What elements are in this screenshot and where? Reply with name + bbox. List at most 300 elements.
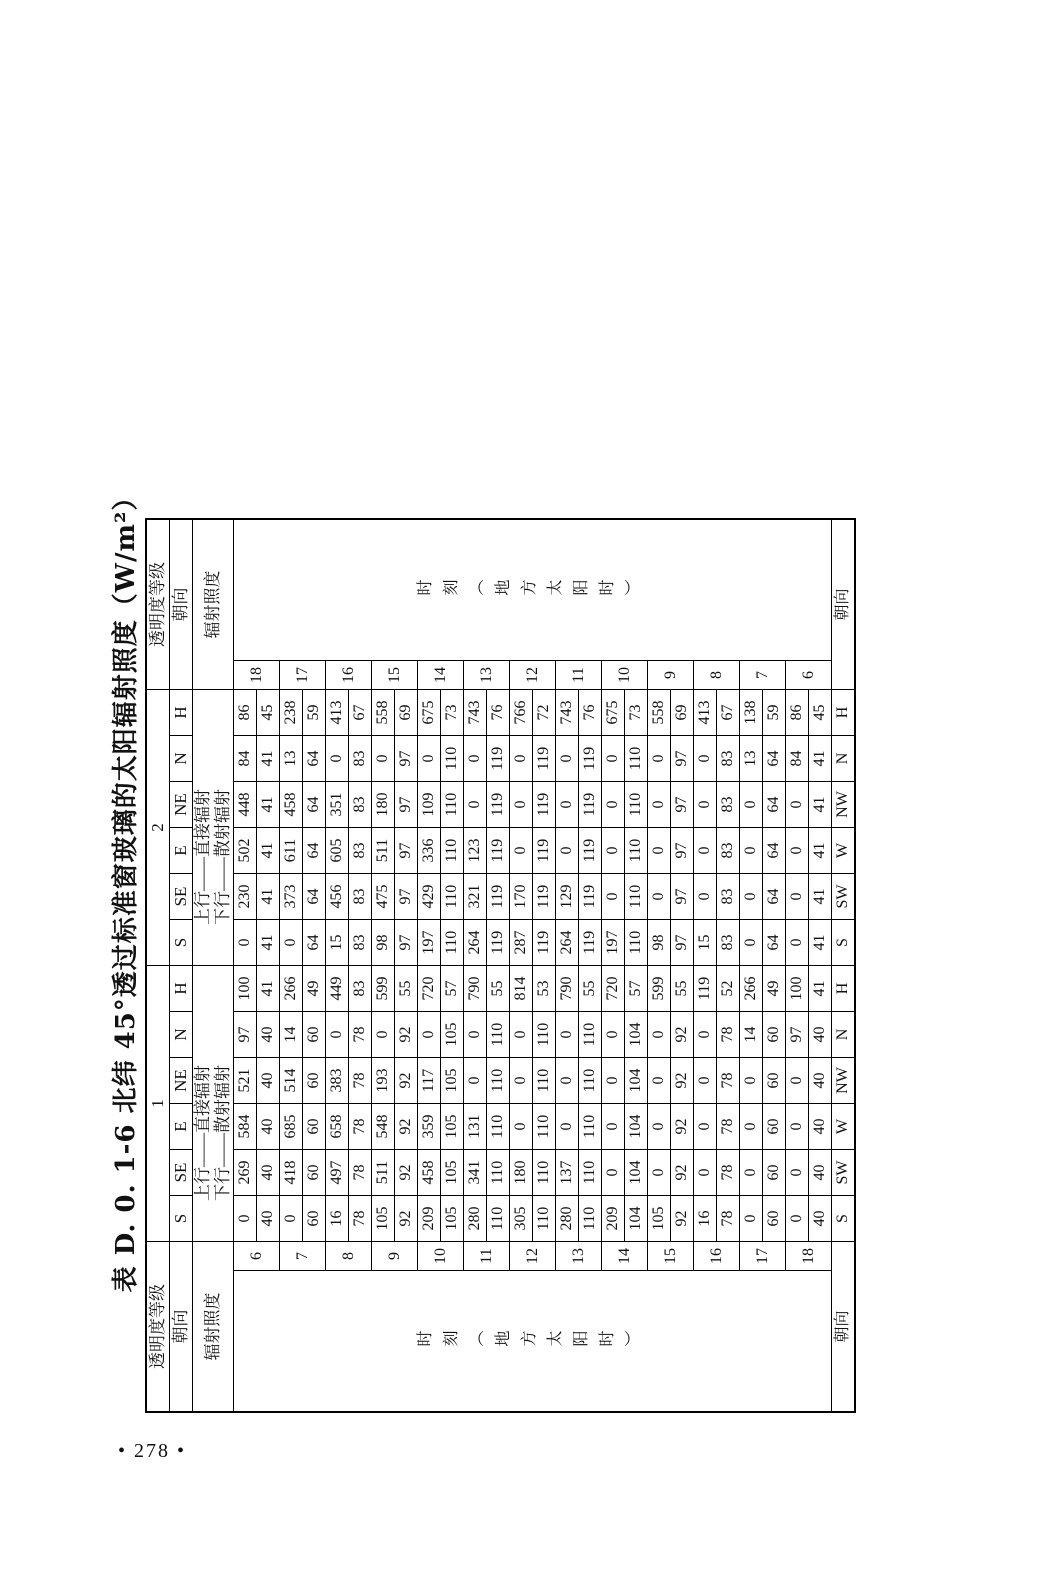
l2-lower-cell: 119 bbox=[533, 920, 556, 966]
l1-upper-cell: 658 bbox=[326, 1104, 349, 1150]
l2-upper-cell: 84 bbox=[786, 736, 809, 782]
l2-lower-cell: 83 bbox=[717, 782, 740, 828]
l2-lower-cell: 67 bbox=[717, 690, 740, 736]
l1-lower-cell: 78 bbox=[717, 1196, 740, 1242]
l2-upper-cell: 511 bbox=[372, 828, 395, 874]
l1-upper-cell: 0 bbox=[510, 1012, 533, 1058]
l2-upper-cell: 84 bbox=[234, 736, 257, 782]
header-row-level bbox=[146, 519, 170, 1412]
hour-right: 13 bbox=[464, 661, 510, 690]
table-title: 表 D. 0. 1-6 北纬 45°透过标准窗玻璃的太阳辐射照度（W/m²） bbox=[111, 483, 141, 1293]
l2-lower-cell: 83 bbox=[717, 920, 740, 966]
hour-left: 16 bbox=[694, 1242, 740, 1271]
l1-lower-cell: 78 bbox=[717, 1012, 740, 1058]
l1-lower-cell: 49 bbox=[763, 966, 786, 1012]
l1-upper-cell: 0 bbox=[326, 1012, 349, 1058]
l1-upper-cell: 599 bbox=[372, 966, 395, 1012]
l2-orient-footer: W bbox=[832, 828, 856, 874]
l2-upper-cell: 743 bbox=[556, 690, 579, 736]
l1-lower-cell: 105 bbox=[441, 1104, 464, 1150]
l1-lower-cell: 40 bbox=[257, 1104, 280, 1150]
l2-lower-cell: 41 bbox=[809, 920, 832, 966]
hour-right: 18 bbox=[234, 661, 280, 690]
l1-lower-cell: 60 bbox=[763, 1150, 786, 1196]
hour-right: 6 bbox=[786, 661, 832, 690]
level-1-header: 1 bbox=[146, 966, 170, 1242]
l1-orient: SE bbox=[170, 1150, 193, 1196]
l1-lower-cell: 92 bbox=[395, 1196, 418, 1242]
l2-upper-cell: 197 bbox=[418, 920, 441, 966]
l1-lower-cell: 40 bbox=[809, 1104, 832, 1150]
l1-upper-cell: 0 bbox=[740, 1196, 763, 1242]
l1-upper-cell: 119 bbox=[694, 966, 717, 1012]
l1-lower-cell: 55 bbox=[671, 966, 694, 1012]
l2-upper-cell: 0 bbox=[602, 874, 625, 920]
l1-lower-cell: 60 bbox=[303, 1012, 326, 1058]
l2-upper-cell: 0 bbox=[602, 828, 625, 874]
l1-upper-cell: 0 bbox=[740, 1058, 763, 1104]
l1-upper-cell: 0 bbox=[648, 1058, 671, 1104]
l2-upper-cell: 0 bbox=[648, 736, 671, 782]
l1-lower-cell: 92 bbox=[671, 1150, 694, 1196]
l1-upper-cell: 0 bbox=[786, 1058, 809, 1104]
l1-orient: N bbox=[170, 1012, 193, 1058]
l2-lower-cell: 97 bbox=[671, 736, 694, 782]
l2-upper-cell: 197 bbox=[602, 920, 625, 966]
l1-upper-cell: 341 bbox=[464, 1150, 487, 1196]
l1-upper-cell: 137 bbox=[556, 1150, 579, 1196]
l2-lower-cell: 119 bbox=[579, 736, 602, 782]
l2-lower-cell: 110 bbox=[625, 736, 648, 782]
l2-upper-cell: 605 bbox=[326, 828, 349, 874]
l1-lower-cell: 41 bbox=[257, 966, 280, 1012]
l2-lower-cell: 64 bbox=[763, 782, 786, 828]
l1-orient: E bbox=[170, 1104, 193, 1150]
l2-upper-cell: 675 bbox=[602, 690, 625, 736]
l1-lower-cell: 60 bbox=[303, 1196, 326, 1242]
l2-upper-cell: 0 bbox=[740, 782, 763, 828]
l2-upper-cell: 123 bbox=[464, 828, 487, 874]
l2-lower-cell: 83 bbox=[717, 874, 740, 920]
l2-lower-cell: 64 bbox=[763, 920, 786, 966]
l2-orient: SE bbox=[170, 874, 193, 920]
l1-upper-cell: 14 bbox=[280, 1012, 303, 1058]
hour-left: 6 bbox=[234, 1242, 280, 1271]
l2-upper-cell: 109 bbox=[418, 782, 441, 828]
l1-lower-cell: 92 bbox=[395, 1012, 418, 1058]
l1-lower-cell: 40 bbox=[257, 1012, 280, 1058]
l2-upper-cell: 0 bbox=[556, 736, 579, 782]
l1-lower-cell: 92 bbox=[395, 1104, 418, 1150]
header-row-legend bbox=[193, 519, 234, 1412]
hour-right: 8 bbox=[694, 661, 740, 690]
l1-lower-cell: 78 bbox=[717, 1150, 740, 1196]
l1-lower-cell: 110 bbox=[533, 1196, 556, 1242]
l1-upper-cell: 105 bbox=[648, 1196, 671, 1242]
l1-upper-cell: 266 bbox=[740, 966, 763, 1012]
l2-orient-footer: SW bbox=[832, 874, 856, 920]
hour-left: 8 bbox=[326, 1242, 372, 1271]
l2-upper-cell: 413 bbox=[694, 690, 717, 736]
hour-left: 11 bbox=[464, 1242, 510, 1271]
l1-upper-cell: 16 bbox=[326, 1196, 349, 1242]
l1-lower-cell: 110 bbox=[533, 1012, 556, 1058]
l1-upper-cell: 0 bbox=[648, 1150, 671, 1196]
l2-lower-cell: 97 bbox=[395, 874, 418, 920]
l2-lower-cell: 64 bbox=[303, 782, 326, 828]
l2-lower-cell: 110 bbox=[625, 920, 648, 966]
l2-upper-cell: 0 bbox=[694, 874, 717, 920]
l1-upper-cell: 209 bbox=[602, 1196, 625, 1242]
l1-lower-cell: 110 bbox=[579, 1150, 602, 1196]
l2-upper-cell: 264 bbox=[556, 920, 579, 966]
l2-upper-cell: 0 bbox=[464, 782, 487, 828]
l2-upper-cell: 675 bbox=[418, 690, 441, 736]
l1-upper-cell: 0 bbox=[648, 1012, 671, 1058]
l1-lower-cell: 60 bbox=[303, 1058, 326, 1104]
hour-right: 10 bbox=[602, 661, 648, 690]
l1-lower-cell: 110 bbox=[487, 1058, 510, 1104]
l2-orient: E bbox=[170, 828, 193, 874]
l1-upper-cell: 584 bbox=[234, 1104, 257, 1150]
l1-lower-cell: 104 bbox=[625, 1150, 648, 1196]
l2-upper-cell: 238 bbox=[280, 690, 303, 736]
l2-lower-cell: 41 bbox=[257, 736, 280, 782]
l2-upper-cell: 321 bbox=[464, 874, 487, 920]
irradiance-table bbox=[145, 518, 856, 1413]
l2-upper-cell: 180 bbox=[372, 782, 395, 828]
l1-upper-cell: 180 bbox=[510, 1150, 533, 1196]
hour-right: 7 bbox=[740, 661, 786, 690]
l1-lower-cell: 92 bbox=[395, 1058, 418, 1104]
l1-upper-cell: 790 bbox=[556, 966, 579, 1012]
l2-lower-cell: 83 bbox=[349, 828, 372, 874]
l1-lower-cell: 110 bbox=[579, 1196, 602, 1242]
l2-lower-cell: 59 bbox=[303, 690, 326, 736]
l1-lower-cell: 40 bbox=[257, 1196, 280, 1242]
l1-orient: S bbox=[170, 1196, 193, 1242]
l1-lower-cell: 92 bbox=[671, 1012, 694, 1058]
l1-orient-footer: NW bbox=[832, 1058, 856, 1104]
l2-lower-cell: 45 bbox=[809, 690, 832, 736]
l2-orient: NE bbox=[170, 782, 193, 828]
legend-upper: 上行——直接辐射 bbox=[193, 1065, 212, 1201]
l2-upper-cell: 0 bbox=[740, 920, 763, 966]
l1-upper-cell: 0 bbox=[372, 1012, 395, 1058]
l1-lower-cell: 110 bbox=[579, 1058, 602, 1104]
l2-lower-cell: 110 bbox=[625, 782, 648, 828]
l1-upper-cell: 209 bbox=[418, 1196, 441, 1242]
table-body bbox=[234, 519, 832, 1412]
l2-upper-cell: 0 bbox=[694, 736, 717, 782]
l1-lower-cell: 83 bbox=[349, 966, 372, 1012]
irradiance-label: 辐射照度 bbox=[193, 1242, 234, 1413]
l1-orient-footer: H bbox=[832, 966, 856, 1012]
l1-lower-cell: 78 bbox=[349, 1196, 372, 1242]
l1-upper-cell: 449 bbox=[326, 966, 349, 1012]
l1-upper-cell: 0 bbox=[602, 1150, 625, 1196]
l2-lower-cell: 64 bbox=[303, 874, 326, 920]
time-label-right: 时刻（地方太阳时） bbox=[234, 519, 832, 661]
hour-right: 15 bbox=[372, 661, 418, 690]
l1-upper-cell: 193 bbox=[372, 1058, 395, 1104]
l1-lower-cell: 41 bbox=[809, 966, 832, 1012]
l1-lower-cell: 40 bbox=[809, 1058, 832, 1104]
hour-left: 13 bbox=[556, 1242, 602, 1271]
l1-lower-cell: 92 bbox=[671, 1058, 694, 1104]
legend-upper: 上行——直接辐射 bbox=[193, 789, 212, 925]
l1-upper-cell: 280 bbox=[464, 1196, 487, 1242]
l2-upper-cell: 0 bbox=[510, 828, 533, 874]
l2-upper-cell: 413 bbox=[326, 690, 349, 736]
l2-upper-cell: 0 bbox=[694, 828, 717, 874]
l2-upper-cell: 351 bbox=[326, 782, 349, 828]
l2-orient-footer: H bbox=[832, 690, 856, 736]
l2-lower-cell: 119 bbox=[579, 920, 602, 966]
l1-upper-cell: 0 bbox=[464, 1058, 487, 1104]
l2-lower-cell: 119 bbox=[533, 782, 556, 828]
l2-lower-cell: 97 bbox=[671, 920, 694, 966]
l1-lower-cell: 105 bbox=[441, 1150, 464, 1196]
l2-lower-cell: 110 bbox=[625, 874, 648, 920]
l2-upper-cell: 15 bbox=[326, 920, 349, 966]
l2-upper-cell: 0 bbox=[694, 782, 717, 828]
l2-lower-cell: 97 bbox=[395, 736, 418, 782]
l1-orient-footer: S bbox=[832, 1196, 856, 1242]
l1-upper-cell: 0 bbox=[602, 1058, 625, 1104]
l1-upper-cell: 0 bbox=[556, 1012, 579, 1058]
l1-upper-cell: 117 bbox=[418, 1058, 441, 1104]
l1-upper-cell: 266 bbox=[280, 966, 303, 1012]
l1-upper-cell: 599 bbox=[648, 966, 671, 1012]
header-row-orientation bbox=[170, 519, 193, 1412]
l1-orient-footer: SW bbox=[832, 1150, 856, 1196]
legend-l2 bbox=[193, 690, 234, 966]
l1-lower-cell: 40 bbox=[809, 1012, 832, 1058]
hour-right: 12 bbox=[510, 661, 556, 690]
l2-lower-cell: 110 bbox=[441, 920, 464, 966]
l1-upper-cell: 720 bbox=[418, 966, 441, 1012]
l2-lower-cell: 83 bbox=[349, 874, 372, 920]
l2-lower-cell: 73 bbox=[441, 690, 464, 736]
l2-lower-cell: 119 bbox=[533, 828, 556, 874]
l1-upper-cell: 0 bbox=[786, 1196, 809, 1242]
l2-lower-cell: 119 bbox=[579, 782, 602, 828]
l1-lower-cell: 105 bbox=[441, 1196, 464, 1242]
l2-upper-cell: 0 bbox=[464, 736, 487, 782]
l1-orient: NE bbox=[170, 1058, 193, 1104]
l1-upper-cell: 0 bbox=[234, 1196, 257, 1242]
l2-orient-footer: S bbox=[832, 920, 856, 966]
l2-upper-cell: 475 bbox=[372, 874, 395, 920]
l2-lower-cell: 119 bbox=[533, 736, 556, 782]
l1-upper-cell: 0 bbox=[694, 1058, 717, 1104]
l2-lower-cell: 119 bbox=[579, 828, 602, 874]
l2-lower-cell: 119 bbox=[487, 736, 510, 782]
l2-lower-cell: 67 bbox=[349, 690, 372, 736]
l1-lower-cell: 40 bbox=[257, 1150, 280, 1196]
l1-upper-cell: 0 bbox=[694, 1104, 717, 1150]
l1-upper-cell: 685 bbox=[280, 1104, 303, 1150]
legend-lower: 下行——散射辐射 bbox=[213, 789, 232, 925]
l2-upper-cell: 558 bbox=[372, 690, 395, 736]
l1-lower-cell: 110 bbox=[487, 1104, 510, 1150]
l2-lower-cell: 83 bbox=[717, 736, 740, 782]
l1-lower-cell: 60 bbox=[303, 1104, 326, 1150]
l2-upper-cell: 456 bbox=[326, 874, 349, 920]
l2-upper-cell: 0 bbox=[418, 736, 441, 782]
l2-upper-cell: 0 bbox=[510, 782, 533, 828]
hour-left: 9 bbox=[372, 1242, 418, 1271]
l2-upper-cell: 264 bbox=[464, 920, 487, 966]
l1-upper-cell: 0 bbox=[694, 1150, 717, 1196]
l2-lower-cell: 110 bbox=[441, 782, 464, 828]
l2-upper-cell: 336 bbox=[418, 828, 441, 874]
l2-upper-cell: 766 bbox=[510, 690, 533, 736]
l1-upper-cell: 100 bbox=[234, 966, 257, 1012]
l1-lower-cell: 104 bbox=[625, 1104, 648, 1150]
l2-upper-cell: 0 bbox=[556, 828, 579, 874]
hour-left: 10 bbox=[418, 1242, 464, 1271]
l2-lower-cell: 41 bbox=[257, 828, 280, 874]
legend-l1 bbox=[193, 966, 234, 1242]
l1-lower-cell: 60 bbox=[763, 1058, 786, 1104]
l1-lower-cell: 110 bbox=[533, 1058, 556, 1104]
l2-lower-cell: 119 bbox=[487, 874, 510, 920]
l1-lower-cell: 78 bbox=[717, 1104, 740, 1150]
l2-orient: N bbox=[170, 736, 193, 782]
l2-lower-cell: 97 bbox=[395, 828, 418, 874]
page-number: • 278 • bbox=[118, 1440, 187, 1462]
l2-upper-cell: 0 bbox=[556, 782, 579, 828]
l1-lower-cell: 60 bbox=[763, 1104, 786, 1150]
l1-lower-cell: 104 bbox=[625, 1012, 648, 1058]
l1-lower-cell: 55 bbox=[395, 966, 418, 1012]
l1-lower-cell: 60 bbox=[763, 1196, 786, 1242]
l2-upper-cell: 0 bbox=[786, 828, 809, 874]
l1-upper-cell: 0 bbox=[786, 1104, 809, 1150]
l1-lower-cell: 40 bbox=[257, 1058, 280, 1104]
l1-lower-cell: 78 bbox=[349, 1150, 372, 1196]
l1-upper-cell: 497 bbox=[326, 1150, 349, 1196]
l1-upper-cell: 0 bbox=[464, 1012, 487, 1058]
l2-upper-cell: 86 bbox=[234, 690, 257, 736]
l2-upper-cell: 0 bbox=[372, 736, 395, 782]
l2-upper-cell: 0 bbox=[648, 874, 671, 920]
l1-upper-cell: 100 bbox=[786, 966, 809, 1012]
l1-upper-cell: 548 bbox=[372, 1104, 395, 1150]
l2-upper-cell: 86 bbox=[786, 690, 809, 736]
l1-lower-cell: 52 bbox=[717, 966, 740, 1012]
l1-lower-cell: 104 bbox=[625, 1058, 648, 1104]
l2-upper-cell: 743 bbox=[464, 690, 487, 736]
hour-left: 12 bbox=[510, 1242, 556, 1271]
l2-upper-cell: 0 bbox=[786, 920, 809, 966]
hour-right: 17 bbox=[280, 661, 326, 690]
l1-upper-cell: 0 bbox=[280, 1196, 303, 1242]
l1-lower-cell: 110 bbox=[487, 1150, 510, 1196]
l2-lower-cell: 64 bbox=[303, 828, 326, 874]
orientation-footer: 朝向 bbox=[832, 1242, 856, 1413]
l2-upper-cell: 0 bbox=[280, 920, 303, 966]
l2-upper-cell: 0 bbox=[326, 736, 349, 782]
l2-lower-cell: 69 bbox=[671, 690, 694, 736]
orientation-footer-right: 朝向 bbox=[832, 519, 856, 690]
l1-lower-cell: 60 bbox=[303, 1150, 326, 1196]
l1-orient-footer: N bbox=[832, 1012, 856, 1058]
l2-orient: S bbox=[170, 920, 193, 966]
l1-upper-cell: 0 bbox=[418, 1012, 441, 1058]
l1-lower-cell: 55 bbox=[487, 966, 510, 1012]
level-2-header: 2 bbox=[146, 690, 170, 966]
l2-lower-cell: 83 bbox=[349, 920, 372, 966]
l2-lower-cell: 110 bbox=[625, 828, 648, 874]
l1-upper-cell: 0 bbox=[510, 1058, 533, 1104]
l2-upper-cell: 0 bbox=[602, 736, 625, 782]
l1-upper-cell: 0 bbox=[510, 1104, 533, 1150]
l2-lower-cell: 41 bbox=[809, 736, 832, 782]
l2-lower-cell: 83 bbox=[349, 782, 372, 828]
l1-upper-cell: 0 bbox=[602, 1104, 625, 1150]
l2-lower-cell: 64 bbox=[303, 736, 326, 782]
l1-lower-cell: 60 bbox=[763, 1012, 786, 1058]
l2-upper-cell: 138 bbox=[740, 690, 763, 736]
l2-lower-cell: 83 bbox=[349, 736, 372, 782]
l2-lower-cell: 119 bbox=[579, 874, 602, 920]
l1-lower-cell: 110 bbox=[533, 1104, 556, 1150]
l1-upper-cell: 383 bbox=[326, 1058, 349, 1104]
hour-right: 14 bbox=[418, 661, 464, 690]
hour-right: 16 bbox=[326, 661, 372, 690]
l2-upper-cell: 0 bbox=[786, 874, 809, 920]
l2-upper-cell: 98 bbox=[372, 920, 395, 966]
time-label: 时刻（地方太阳时） bbox=[234, 1271, 832, 1413]
legend-lower: 下行——散射辐射 bbox=[213, 1065, 232, 1201]
table-row bbox=[234, 519, 257, 1412]
l1-lower-cell: 92 bbox=[671, 1104, 694, 1150]
l1-upper-cell: 305 bbox=[510, 1196, 533, 1242]
l1-upper-cell: 97 bbox=[234, 1012, 257, 1058]
l2-upper-cell: 373 bbox=[280, 874, 303, 920]
l2-lower-cell: 97 bbox=[395, 782, 418, 828]
l1-upper-cell: 0 bbox=[602, 1012, 625, 1058]
l1-upper-cell: 0 bbox=[740, 1104, 763, 1150]
l1-lower-cell: 57 bbox=[625, 966, 648, 1012]
l1-lower-cell: 78 bbox=[349, 1058, 372, 1104]
l2-lower-cell: 76 bbox=[579, 690, 602, 736]
l1-upper-cell: 418 bbox=[280, 1150, 303, 1196]
l2-upper-cell: 0 bbox=[234, 920, 257, 966]
l1-upper-cell: 97 bbox=[786, 1012, 809, 1058]
hour-left: 14 bbox=[602, 1242, 648, 1271]
l2-upper-cell: 0 bbox=[786, 782, 809, 828]
l2-upper-cell: 458 bbox=[280, 782, 303, 828]
l2-lower-cell: 64 bbox=[763, 828, 786, 874]
l1-upper-cell: 0 bbox=[740, 1150, 763, 1196]
l2-upper-cell: 287 bbox=[510, 920, 533, 966]
l2-lower-cell: 59 bbox=[763, 690, 786, 736]
l1-upper-cell: 359 bbox=[418, 1104, 441, 1150]
l2-upper-cell: 0 bbox=[648, 782, 671, 828]
l2-lower-cell: 119 bbox=[487, 828, 510, 874]
l1-upper-cell: 521 bbox=[234, 1058, 257, 1104]
l1-upper-cell: 0 bbox=[556, 1104, 579, 1150]
l2-upper-cell: 0 bbox=[740, 828, 763, 874]
l2-upper-cell: 0 bbox=[648, 828, 671, 874]
l1-upper-cell: 14 bbox=[740, 1012, 763, 1058]
l1-orient-footer: W bbox=[832, 1104, 856, 1150]
l2-lower-cell: 110 bbox=[441, 874, 464, 920]
